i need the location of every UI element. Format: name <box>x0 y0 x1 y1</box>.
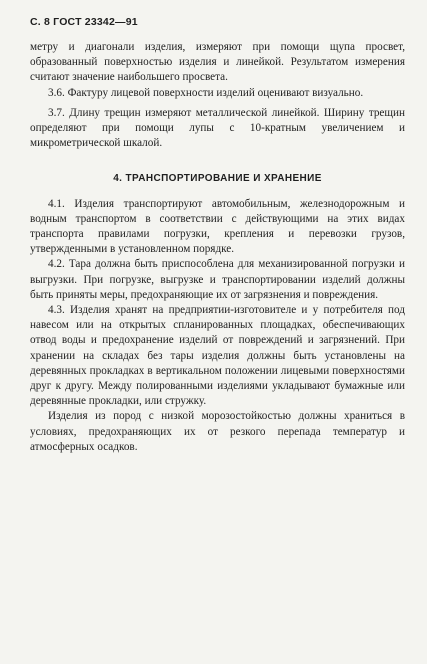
paragraph-continuation: метру и диагонали изделия, измеряют при помощи щупа просвет, образованный поверхностью изделия и линейкой. Результатом измерения считают значение наибольшего просвета. <box>30 41 405 84</box>
page-header: С. 8 ГОСТ 23342—91 <box>30 16 138 28</box>
paragraph-storage-frost: Изделия из пород с низкой морозостойкостью должны храниться в условиях, предохраняющих их от резкого перепада температур и атмосферных осадков. <box>30 410 405 453</box>
paragraph-3-6: 3.6. Фактуру лицевой поверхности изделий оценивают визуально. <box>48 86 364 99</box>
paragraph-4-1: 4.1. Изделия транспортируют автомобильным, железнодорожным и водным транспортом в соответствии с действующими на этих видах транспорта правилами погрузки, крепления и перевозки грузов, утвержденными в установленном порядке. <box>30 197 405 256</box>
section-title: 4. ТРАНСПОРТИРОВАНИЕ И ХРАНЕНИЕ <box>113 173 322 185</box>
paragraph-4-2: 4.2. Тара должна быть приспособлена для механизированной погрузки и выгрузки. При погрузке, выгрузке и транспортировании изделий должны быть приняты меры, предохраняющие их от загрязнения и повреждения. <box>30 258 405 301</box>
document-body <box>30 40 405 455</box>
paragraph-4-3: 4.3. Изделия хранят на предприятии-изготовителе и у потребителя под навесом или на открытых спланированных площадках, обеспечивающих отвод воды и предохранение изделий от повреждений и загрязнений. При хранении на складах без тары изделия должны быть установлены на деревянных прокладках в вертикальном положении лицевыми поверхностями друг к другу. Между полированными изделиями укладывают бумажные или деревянные прокладки, или стружку. <box>30 304 405 408</box>
paragraph-3-7: 3.7. Длину трещин измеряют металлической линейкой. Ширину трещин определяют при помощи лупы с 10-кратным увеличением и микрометрической шкалой. <box>30 106 405 150</box>
